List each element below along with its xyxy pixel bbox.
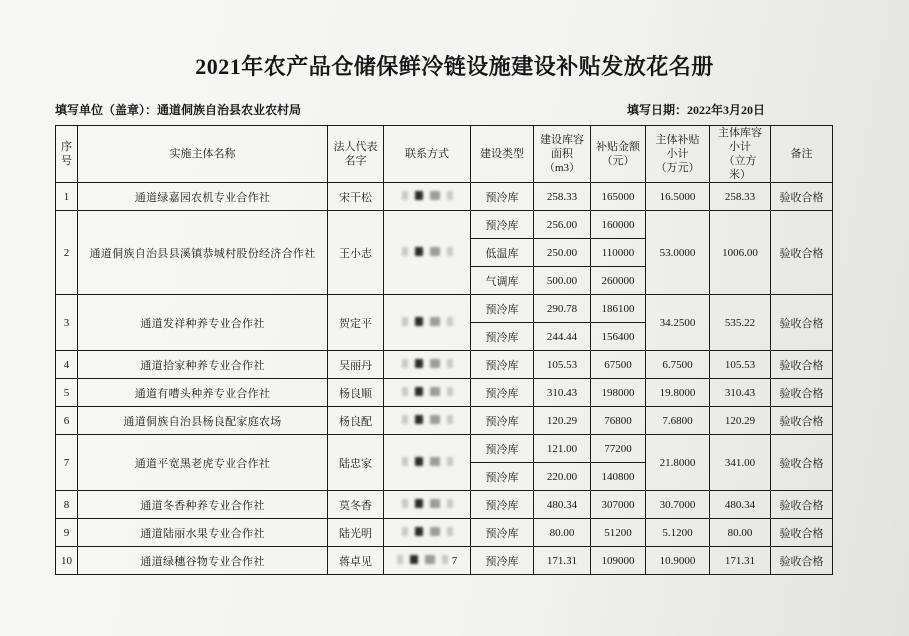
- column-header-capacity-total: 主体库容 小计 （立方 米）: [710, 126, 771, 183]
- subsidy-subtotal-cell: 30.7000: [646, 491, 710, 519]
- build-type-cell: 预冷库: [471, 351, 534, 379]
- subsidy-amount-cell: 260000: [591, 267, 646, 295]
- redacted-contact: [402, 359, 453, 368]
- contact-fragment: 7: [451, 554, 458, 567]
- subsidy-roster-table: [55, 125, 833, 575]
- remark-cell: 验收合格: [771, 379, 833, 407]
- remark-cell: 验收合格: [771, 491, 833, 519]
- subsidy-subtotal-cell: 19.8000: [646, 379, 710, 407]
- redacted-contact: [402, 317, 453, 326]
- table-header-row: [56, 126, 833, 183]
- entity-name-cell: 通道发祥种养专业合作社: [78, 295, 328, 351]
- column-header-subsidy-total: 主体补贴 小计 （万元）: [646, 126, 710, 183]
- subsidy-amount-cell: 186100: [591, 295, 646, 323]
- build-type-cell: 预冷库: [471, 435, 534, 463]
- subsidy-amount-cell: 76800: [591, 407, 646, 435]
- build-type-cell: 预冷库: [471, 519, 534, 547]
- serial-number-cell: 1: [56, 183, 78, 211]
- capacity-area-cell: 244.44: [534, 323, 591, 351]
- capacity-area-cell: 220.00: [534, 463, 591, 491]
- redacted-contact: [402, 387, 453, 396]
- subsidy-subtotal-cell: 5.1200: [646, 519, 710, 547]
- serial-number-cell: 4: [56, 351, 78, 379]
- serial-number-cell: 9: [56, 519, 78, 547]
- remark-cell: 验收合格: [771, 211, 833, 295]
- entity-name-cell: 通道平宽黑老虎专业合作社: [78, 435, 328, 491]
- remark-cell: 验收合格: [771, 547, 833, 575]
- capacity-subtotal-cell: 480.34: [710, 491, 771, 519]
- legal-rep-cell: 蒋卓见: [328, 547, 384, 575]
- build-type-cell: 低温库: [471, 239, 534, 267]
- capacity-subtotal-cell: 535.22: [710, 295, 771, 351]
- subsidy-amount-cell: 307000: [591, 491, 646, 519]
- subsidy-subtotal-cell: 34.2500: [646, 295, 710, 351]
- redacted-contact: [402, 499, 453, 508]
- subsidy-amount-cell: 160000: [591, 211, 646, 239]
- contact-cell: [384, 519, 471, 547]
- build-type-cell: 气调库: [471, 267, 534, 295]
- remark-cell: 验收合格: [771, 295, 833, 351]
- build-type-cell: 预冷库: [471, 491, 534, 519]
- capacity-area-cell: 105.53: [534, 351, 591, 379]
- table-row: [56, 519, 833, 547]
- subsidy-subtotal-cell: 53.0000: [646, 211, 710, 295]
- serial-number-cell: 5: [56, 379, 78, 407]
- redacted-contact: [402, 191, 453, 200]
- capacity-area-cell: 480.34: [534, 491, 591, 519]
- redacted-contact: [402, 247, 453, 256]
- build-type-cell: 预冷库: [471, 407, 534, 435]
- capacity-subtotal-cell: 80.00: [710, 519, 771, 547]
- entity-name-cell: 通道陆丽水果专业合作社: [78, 519, 328, 547]
- capacity-area-cell: 310.43: [534, 379, 591, 407]
- redacted-contact: [402, 457, 453, 466]
- entity-name-cell: 通道冬香种养专业合作社: [78, 491, 328, 519]
- table-row: [56, 407, 833, 435]
- remark-cell: 验收合格: [771, 519, 833, 547]
- column-header-contact: 联系方式: [384, 126, 471, 183]
- build-type-cell: 预冷库: [471, 547, 534, 575]
- capacity-area-cell: 120.29: [534, 407, 591, 435]
- legal-rep-cell: 宋干松: [328, 183, 384, 211]
- column-header-name: 实施主体名称: [78, 126, 328, 183]
- table-row: [56, 491, 833, 519]
- redacted-contact: [402, 527, 453, 536]
- capacity-subtotal-cell: 1006.00: [710, 211, 771, 295]
- column-header-no: 序 号: [56, 126, 78, 183]
- capacity-area-cell: 250.00: [534, 239, 591, 267]
- remark-cell: 验收合格: [771, 407, 833, 435]
- contact-cell: [384, 295, 471, 351]
- capacity-subtotal-cell: 258.33: [710, 183, 771, 211]
- legal-rep-cell: 莫冬香: [328, 491, 384, 519]
- subsidy-amount-cell: 198000: [591, 379, 646, 407]
- subsidy-subtotal-cell: 16.5000: [646, 183, 710, 211]
- serial-number-cell: 3: [56, 295, 78, 351]
- subsidy-amount-cell: 77200: [591, 435, 646, 463]
- remark-cell: 验收合格: [771, 351, 833, 379]
- table-row: [56, 183, 833, 211]
- legal-rep-cell: 贺定平: [328, 295, 384, 351]
- capacity-area-cell: 121.00: [534, 435, 591, 463]
- column-header-amount: 补贴金额 （元）: [591, 126, 646, 183]
- table-body: [56, 183, 833, 575]
- contact-cell: [384, 435, 471, 491]
- subsidy-amount-cell: 165000: [591, 183, 646, 211]
- capacity-area-cell: 171.31: [534, 547, 591, 575]
- table-row: [56, 295, 833, 323]
- redacted-contact: [402, 415, 453, 424]
- document-title: 2021年农产品仓储保鲜冷链设施建设补贴发放花名册: [195, 54, 714, 79]
- capacity-subtotal-cell: 105.53: [710, 351, 771, 379]
- column-header-type: 建设类型: [471, 126, 534, 183]
- subsidy-amount-cell: 67500: [591, 351, 646, 379]
- serial-number-cell: 10: [56, 547, 78, 575]
- subsidy-subtotal-cell: 10.9000: [646, 547, 710, 575]
- build-type-cell: 预冷库: [471, 463, 534, 491]
- subsidy-subtotal-cell: 21.8000: [646, 435, 710, 491]
- subsidy-amount-cell: 51200: [591, 519, 646, 547]
- redacted-contact: [397, 555, 448, 564]
- build-type-cell: 预冷库: [471, 211, 534, 239]
- legal-rep-cell: 吴丽丹: [328, 351, 384, 379]
- entity-name-cell: 通道绿穗谷物专业合作社: [78, 547, 328, 575]
- subsidy-amount-cell: 109000: [591, 547, 646, 575]
- serial-number-cell: 8: [56, 491, 78, 519]
- filling-date: 填写日期：2022年3月20日: [627, 103, 766, 117]
- build-type-cell: 预冷库: [471, 379, 534, 407]
- remark-cell: 验收合格: [771, 435, 833, 491]
- serial-number-cell: 2: [56, 211, 78, 295]
- table-row: [56, 547, 833, 575]
- legal-rep-cell: 王小志: [328, 211, 384, 295]
- contact-cell: [384, 379, 471, 407]
- contact-cell: [384, 351, 471, 379]
- subsidy-amount-cell: 140800: [591, 463, 646, 491]
- entity-name-cell: 通道侗族自治县县溪镇恭城村股份经济合作社: [78, 211, 328, 295]
- contact-cell: [384, 183, 471, 211]
- build-type-cell: 预冷库: [471, 323, 534, 351]
- legal-rep-cell: 杨良顺: [328, 379, 384, 407]
- build-type-cell: 预冷库: [471, 183, 534, 211]
- capacity-area-cell: 80.00: [534, 519, 591, 547]
- capacity-area-cell: 290.78: [534, 295, 591, 323]
- subsidy-amount-cell: 110000: [591, 239, 646, 267]
- serial-number-cell: 6: [56, 407, 78, 435]
- contact-cell: [384, 491, 471, 519]
- entity-name-cell: 通道绿嘉园农机专业合作社: [78, 183, 328, 211]
- subsidy-amount-cell: 156400: [591, 323, 646, 351]
- subsidy-subtotal-cell: 6.7500: [646, 351, 710, 379]
- column-header-rep: 法人代表 名字: [328, 126, 384, 183]
- capacity-subtotal-cell: 120.29: [710, 407, 771, 435]
- legal-rep-cell: 杨良配: [328, 407, 384, 435]
- capacity-subtotal-cell: 171.31: [710, 547, 771, 575]
- subsidy-subtotal-cell: 7.6800: [646, 407, 710, 435]
- table-row: [56, 379, 833, 407]
- serial-number-cell: 7: [56, 435, 78, 491]
- document-meta: [55, 101, 815, 118]
- capacity-area-cell: 256.00: [534, 211, 591, 239]
- capacity-area-cell: 258.33: [534, 183, 591, 211]
- capacity-subtotal-cell: 341.00: [710, 435, 771, 491]
- build-type-cell: 预冷库: [471, 295, 534, 323]
- entity-name-cell: 通道侗族自治县杨良配家庭农场: [78, 407, 328, 435]
- contact-cell: [384, 211, 471, 295]
- column-header-area: 建设库容 面积 （m3）: [534, 126, 591, 183]
- column-header-remark: 备注: [771, 126, 833, 183]
- filling-unit: 填写单位（盖章）：通道侗族自治县农业农村局: [55, 103, 302, 117]
- remark-cell: 验收合格: [771, 183, 833, 211]
- table-row: [56, 435, 833, 463]
- capacity-subtotal-cell: 310.43: [710, 379, 771, 407]
- capacity-area-cell: 500.00: [534, 267, 591, 295]
- entity-name-cell: 通道有嘈头种养专业合作社: [78, 379, 328, 407]
- entity-name-cell: 通道拾家种养专业合作社: [78, 351, 328, 379]
- contact-cell: [384, 407, 471, 435]
- table-row: [56, 211, 833, 239]
- legal-rep-cell: 陆忠家: [328, 435, 384, 491]
- table-row: [56, 351, 833, 379]
- contact-cell: [384, 547, 471, 575]
- legal-rep-cell: 陆光明: [328, 519, 384, 547]
